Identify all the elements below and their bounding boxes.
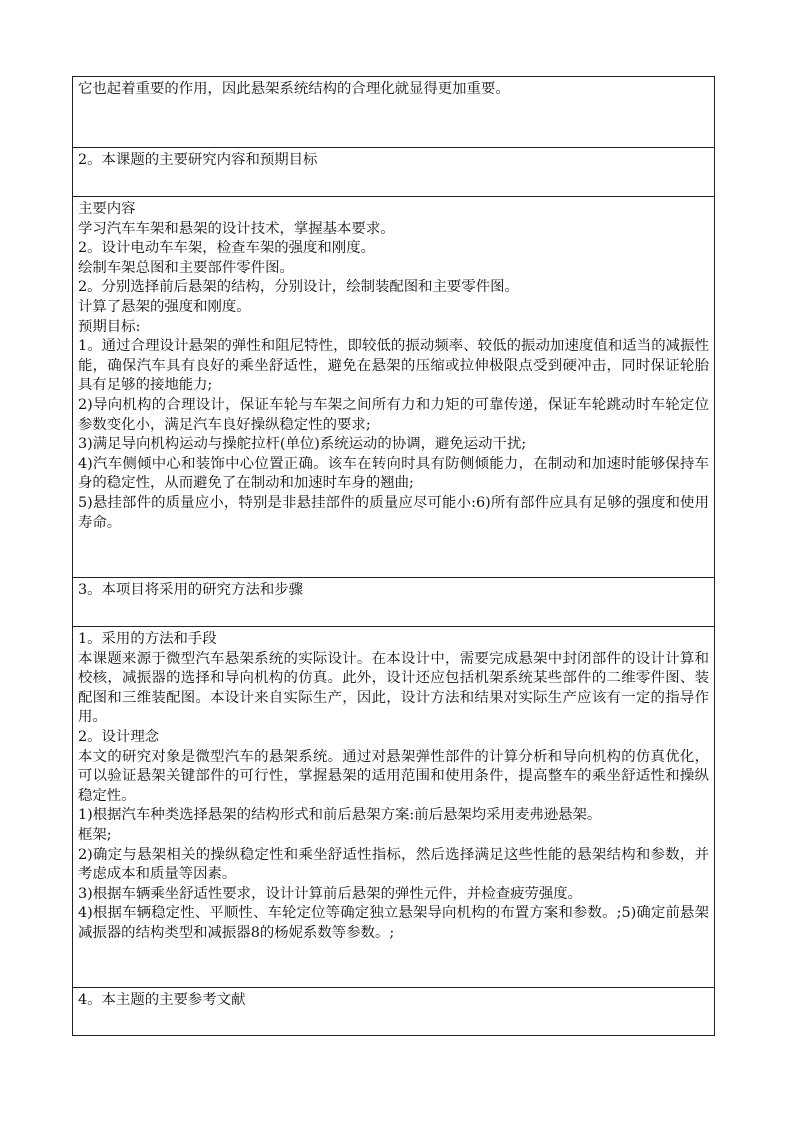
section-heading: 4。本主题的主要参考文献 <box>78 992 246 1008</box>
text-paragraph: 2)确定与悬架相关的操纵稳定性和乘坐舒适性指标，然后选择满足这些性能的悬架结构和参数，并考虑成本和质量等因素。 <box>78 846 709 883</box>
section-2-content <box>73 196 714 577</box>
section-2-heading <box>73 147 714 196</box>
section-intro-tail <box>73 77 714 147</box>
text-line: 3)满足导向机构运动与操舵拉杆(单位)系统运动的协调，避免运动干扰; <box>78 436 527 453</box>
text-line: 3)根据车辆乘坐舒适性要求，设计计算前后悬架的弹性元件，并检查疲劳强度。 <box>78 885 583 902</box>
text-line: 2。设计理念 <box>78 728 160 745</box>
section-heading: 2。本课题的主要研究内容和预期目标 <box>78 152 318 168</box>
text-line: 主要内容 <box>78 201 136 217</box>
section-3-heading <box>73 577 714 626</box>
text-line: 1。采用的方法和手段 <box>78 631 217 647</box>
text-line: 绘制车架总图和主要部件零件图。 <box>78 259 294 276</box>
text-line: 2。设计电动车车架，检查车架的强度和刚度。 <box>78 240 375 257</box>
text-line: 2。分别选择前后悬架的结构，分别设计，绘制装配图和主要零件图。 <box>78 279 519 296</box>
section-heading: 3。本项目将采用的研究方法和步骤 <box>78 582 304 598</box>
text-line: 预期目标: <box>78 318 141 335</box>
text-paragraph: 1。通过合理设计悬架的弹性和阻尼特性，即较低的振动频率、较低的振动加速度值和适当的减振性能，确保汽车具有良好的乘坐舒适性，避免在悬架的压缩或拉伸极限点受到硬冲击，同时保证轮胎具有足够的接地能力; <box>78 338 709 394</box>
text-paragraph: 4)汽车侧倾中心和装饰中心位置正确。该车在转向时具有防侧倾能力，在制动和加速时能够保持车身的稳定性，从而避免了在制动和加速时车身的翘曲; <box>78 455 709 492</box>
text-paragraph: 5)悬挂部件的质量应小，特别是非悬挂部件的质量应尽可能小:6)所有部件应具有足够的强度和使用寿命。 <box>78 494 709 531</box>
text-line: 计算了悬架的强度和刚度。 <box>78 298 251 315</box>
section-4-heading <box>73 987 714 1035</box>
text-line: 框架; <box>78 826 112 843</box>
text-paragraph: 本文的研究对象是微型汽车的悬架系统。通过对悬架弹性部件的计算分析和导向机构的仿真优化，可以验证悬架关键部件的可行性，掌握悬架的适用范围和使用条件，提高整车的乘坐舒适性和操纵稳定性。 <box>78 748 709 804</box>
text-paragraph: 2)导向机构的合理设计，保证车轮与车架之间所有力和力矩的可靠传递，保证车轮跳动时车轮定位参数变化小，满足汽车良好操纵稳定性的要求; <box>78 396 709 433</box>
text-line: 它也起着重要的作用，因此悬架系统结构的合理化就显得更加重要。 <box>78 81 510 97</box>
text-line: 1)根据汽车种类选择悬架的结构形式和前后悬架方案:前后悬架均采用麦弗逊悬架。 <box>78 807 602 824</box>
proposal-form-table <box>72 76 715 1036</box>
text-paragraph: 4)根据车辆稳定性、平顺性、车轮定位等确定独立悬架导向机构的布置方案和参数。;5)确定前悬架减振器的结构类型和减振器8的杨妮系数等参数。; <box>78 905 709 941</box>
text-paragraph: 本课题来源于微型汽车悬架系统的实际设计。在本设计中，需要完成悬架中封闭部件的设计计算和校核，减振器的选择和导向机构的仿真。此外，设计还应包括机架系统某些部件的二维零件图、装配图和三维装配图。本设计来自实际生产，因此，设计方法和结果对实际生产应该有一定的指导作用。 <box>78 650 709 726</box>
section-3-content <box>73 626 714 987</box>
text-line: 学习汽车车架和悬架的设计技术，掌握基本要求。 <box>78 220 395 237</box>
